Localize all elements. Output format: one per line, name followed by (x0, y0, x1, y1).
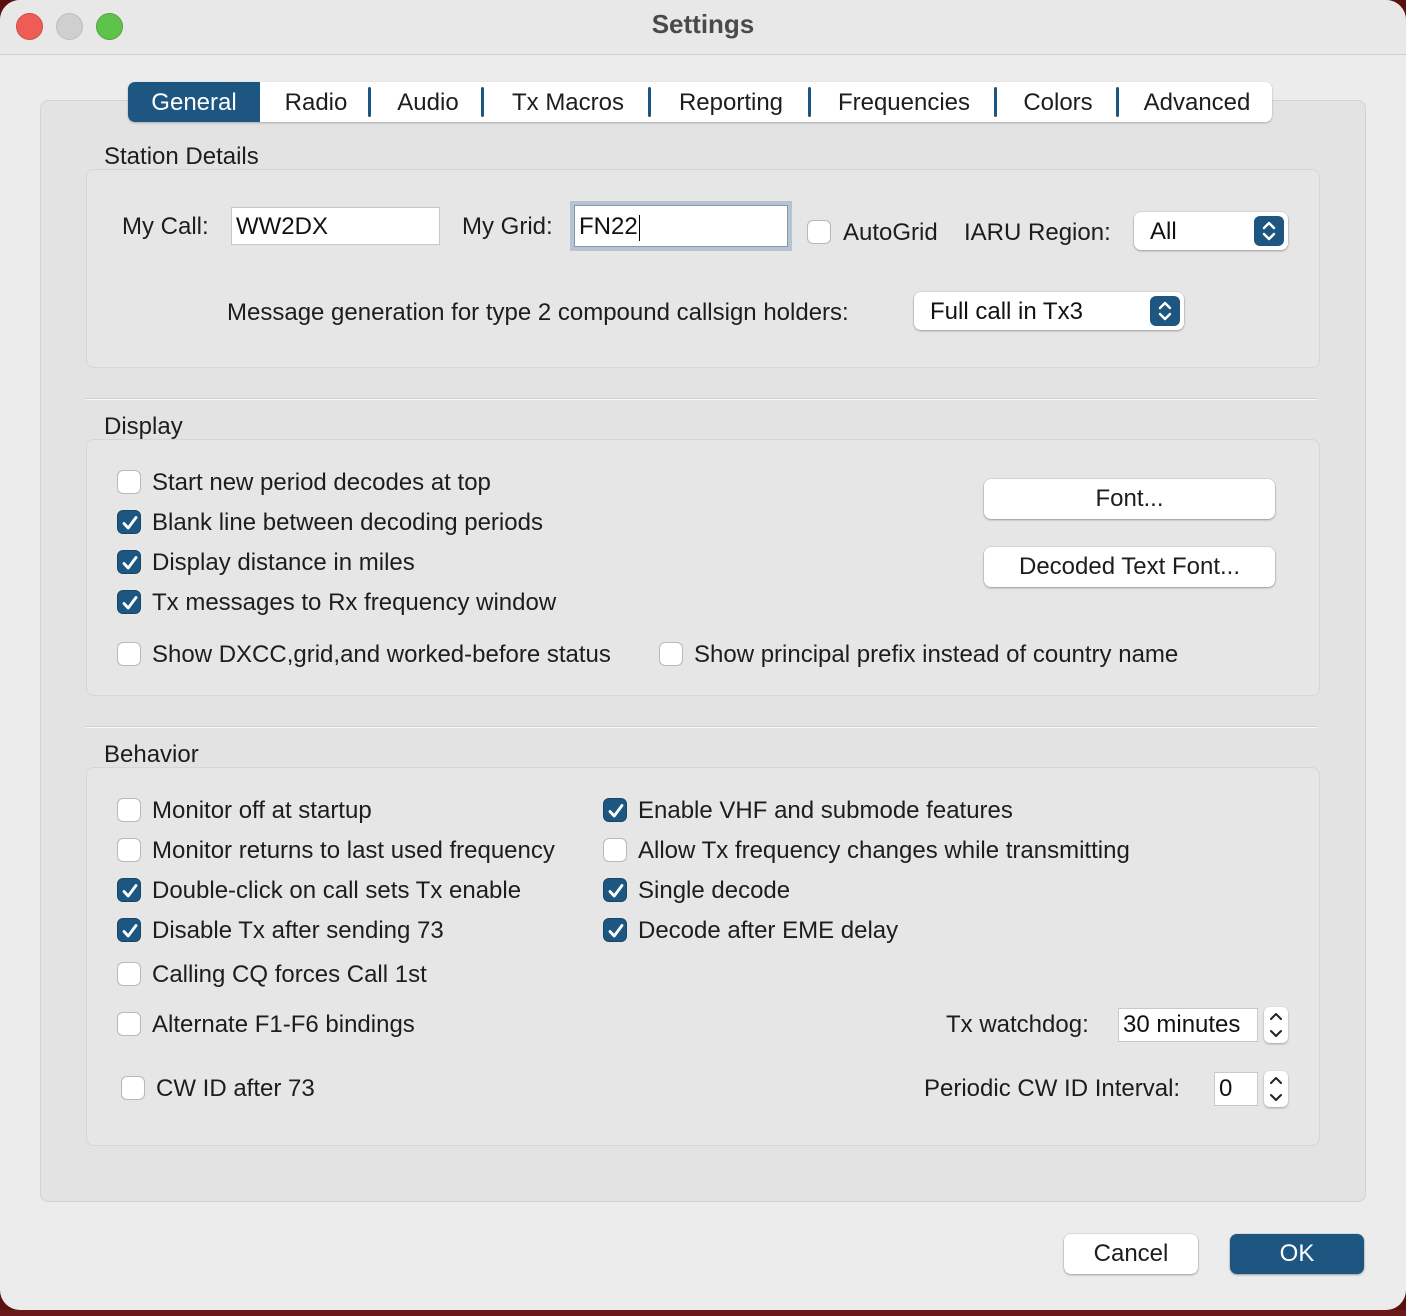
stepper-arrows-icon (1264, 1071, 1288, 1107)
checkmark-icon (118, 919, 142, 943)
checkmark-icon (118, 879, 142, 903)
my-grid-input[interactable] (574, 205, 788, 247)
double-click-checkbox[interactable] (117, 878, 141, 902)
periodic-cw-input[interactable]: 0 (1214, 1072, 1258, 1106)
autogrid-label: AutoGrid (843, 219, 938, 246)
allow-tx-freq-checkbox[interactable] (603, 838, 627, 862)
start-new-period-label: Start new period decodes at top (152, 469, 491, 496)
principal-prefix-label: Show principal prefix instead of country name (694, 641, 1179, 668)
tab-bar (128, 82, 1272, 122)
distance-miles-label: Display distance in miles (152, 549, 415, 576)
principal-prefix-checkbox[interactable] (659, 642, 683, 666)
stepper-arrows-icon (1264, 1007, 1288, 1043)
my-call-input[interactable]: WW2DX (231, 207, 440, 245)
disable-tx-label: Disable Tx after sending 73 (152, 917, 444, 944)
periodic-cw-stepper[interactable] (1264, 1071, 1288, 1107)
tab-frequencies[interactable]: Frequencies (837, 89, 971, 116)
alternate-bindings-label: Alternate F1-F6 bindings (152, 1011, 415, 1038)
cancel-button[interactable]: Cancel (1064, 1234, 1198, 1274)
station-details-group (86, 169, 1320, 368)
station-details-title: Station Details (104, 143, 259, 170)
font-button[interactable]: Font... (984, 479, 1275, 519)
divider (86, 398, 1318, 399)
single-decode-checkbox[interactable] (603, 878, 627, 902)
iaru-region-select[interactable] (1134, 212, 1288, 250)
tab-general[interactable]: General (128, 82, 260, 122)
blank-line-label: Blank line between decoding periods (152, 509, 543, 536)
blank-line-checkbox[interactable] (117, 510, 141, 534)
tab-reporting[interactable]: Reporting (678, 89, 784, 116)
calling-cq-label: Calling CQ forces Call 1st (152, 961, 427, 988)
periodic-cw-label: Periodic CW ID Interval: (924, 1075, 1181, 1102)
display-title: Display (104, 413, 183, 440)
cw-id-label: CW ID after 73 (156, 1075, 315, 1102)
message-generation-label: Message generation for type 2 compound callsign holders: (227, 299, 849, 326)
checkmark-icon (604, 799, 628, 823)
monitor-returns-label: Monitor returns to last used frequency (152, 837, 555, 864)
title-bar (0, 0, 1406, 55)
decoded-text-font-button[interactable]: Decoded Text Font... (984, 547, 1275, 587)
tab-separator (1116, 87, 1119, 117)
tab-separator (368, 87, 371, 117)
double-click-label: Double-click on call sets Tx enable (152, 877, 522, 904)
tab-advanced[interactable]: Advanced (1143, 89, 1251, 116)
allow-tx-freq-label: Allow Tx frequency changes while transmitting (638, 837, 1130, 864)
my-grid-label: My Grid: (462, 213, 553, 240)
single-decode-label: Single decode (638, 877, 791, 904)
tx-watchdog-input[interactable]: 30 minutes (1118, 1008, 1258, 1042)
disable-tx-checkbox[interactable] (117, 918, 141, 942)
tab-colors[interactable]: Colors (1023, 89, 1093, 116)
my-call-label: My Call: (122, 213, 209, 240)
message-generation-select[interactable] (914, 292, 1184, 330)
tab-separator (808, 87, 811, 117)
checkmark-icon (604, 879, 628, 903)
text-caret (639, 215, 640, 241)
enable-vhf-checkbox[interactable] (603, 798, 627, 822)
ok-button[interactable]: OK (1230, 1234, 1364, 1274)
decode-eme-checkbox[interactable] (603, 918, 627, 942)
tab-separator (994, 87, 997, 117)
up-down-arrows-icon (1254, 216, 1284, 246)
iaru-region-value: All (1150, 218, 1177, 245)
tab-separator (481, 87, 484, 117)
tx-messages-checkbox[interactable] (117, 590, 141, 614)
iaru-region-label: IARU Region: (964, 219, 1111, 246)
my-grid-value: FN22 (579, 213, 638, 240)
divider (86, 726, 1318, 727)
distance-miles-checkbox[interactable] (117, 550, 141, 574)
show-dxcc-checkbox[interactable] (117, 642, 141, 666)
checkmark-icon (118, 511, 142, 535)
checkmark-icon (604, 919, 628, 943)
tx-watchdog-stepper[interactable] (1264, 1007, 1288, 1043)
autogrid-checkbox[interactable] (807, 220, 831, 244)
up-down-arrows-icon (1150, 296, 1180, 326)
tab-tx-macros[interactable]: Tx Macros (511, 89, 624, 116)
monitor-off-label: Monitor off at startup (152, 797, 372, 824)
desktop-background (0, 1310, 1406, 1316)
window-title: Settings (651, 9, 755, 39)
tab-separator (648, 87, 651, 117)
tx-watchdog-label: Tx watchdog: (946, 1011, 1089, 1038)
start-new-period-checkbox[interactable] (117, 470, 141, 494)
tab-radio[interactable]: Radio (284, 89, 348, 116)
checkmark-icon (118, 551, 142, 575)
message-generation-value: Full call in Tx3 (930, 298, 1083, 325)
checkmark-icon (118, 591, 142, 615)
tab-audio[interactable]: Audio (397, 89, 459, 116)
calling-cq-checkbox[interactable] (117, 962, 141, 986)
cw-id-checkbox[interactable] (121, 1076, 145, 1100)
decode-eme-label: Decode after EME delay (638, 917, 899, 944)
monitor-returns-checkbox[interactable] (117, 838, 141, 862)
monitor-off-checkbox[interactable] (117, 798, 141, 822)
enable-vhf-label: Enable VHF and submode features (638, 797, 1013, 824)
alternate-bindings-checkbox[interactable] (117, 1012, 141, 1036)
show-dxcc-label: Show DXCC,grid,and worked-before status (152, 641, 611, 668)
behavior-title: Behavior (104, 741, 199, 768)
tx-messages-label: Tx messages to Rx frequency window (152, 589, 557, 616)
